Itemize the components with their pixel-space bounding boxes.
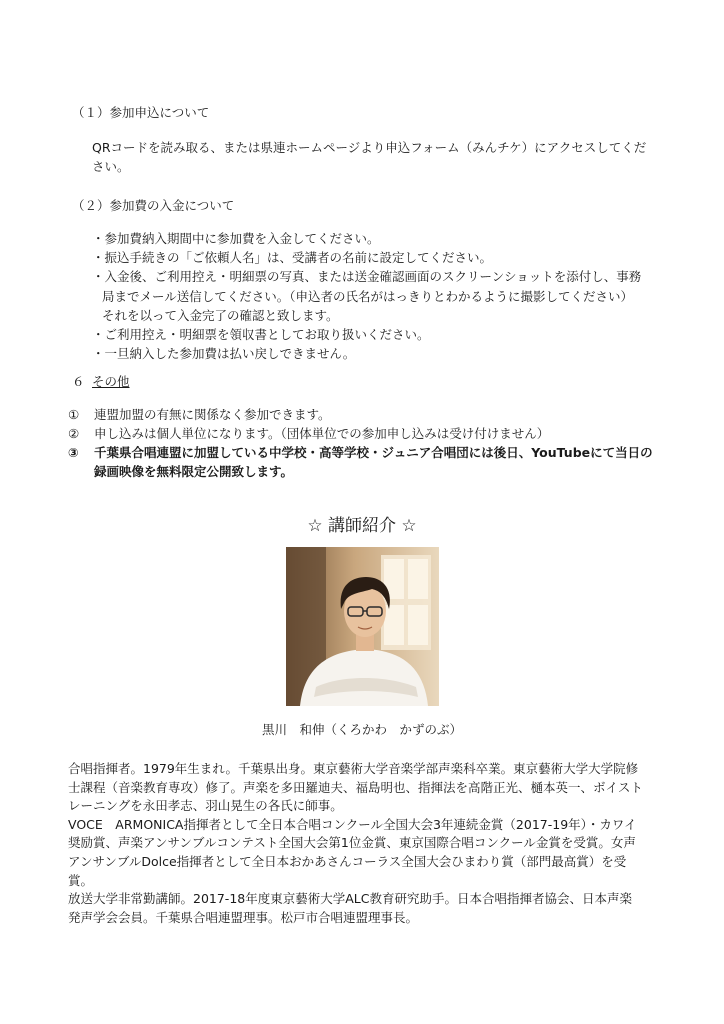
bio-line: VOCE ARMONICA指揮者として全日本合唱コンクール全国大会3年連続金賞（2017-19年）・カワイ	[68, 816, 637, 832]
item-text: 申し込みは個人単位になります。（団体単位での参加申し込みは受け付けません）	[94, 426, 550, 441]
list-item	[68, 443, 653, 462]
lecturer-section-title: ☆ 講師紹介 ☆	[307, 516, 417, 536]
list-item: ・一旦納入した参加費は払い戻しできません。	[92, 346, 356, 362]
section2-heading: （２）参加費の入金について	[72, 198, 235, 213]
list-item: ・ご利用控え・明細票を領収書としてお取り扱いください。	[92, 326, 430, 342]
bio-line: 奨励賞、声楽アンサンブルコンテスト全国大会第1位金賞、東京国際合唱コンクール金賞を受賞。女声	[68, 835, 636, 851]
lecturer-name: 黒川 和伸（くろかわ かずのぶ）	[261, 722, 462, 737]
bio-line: 士課程（音楽教育専攻）修了。声楽を多田羅迪夫、福島明也、指揮法を高階正光、樋本英一、ボイスト	[68, 779, 643, 795]
list-item: ・参加費納入期間中に参加費を入金してください。	[92, 231, 380, 246]
section-title: その他	[92, 374, 130, 389]
bio-line: アンサンブルDolce指揮者として全日本おかあさんコーラス全国大会ひまわり賞（部門最高賞）を受	[68, 853, 627, 869]
lecturer-photo	[286, 547, 439, 706]
section1-body	[92, 138, 646, 176]
item-text: 千葉県合唱連盟に加盟している中学校・高等学校・ジュニア合唱団には後日、YouTubeにて当日の	[94, 445, 653, 460]
bio-line: 放送大学非常勤講師。2017-18年度東京藝術大学ALC教育研究助手。日本合唱指揮者協会、日本声楽	[68, 891, 632, 907]
list-item: ・振込手続きの「ご依頼人名」は、受講者の名前に設定してください。	[92, 250, 493, 266]
bio-line: 賞。	[68, 872, 94, 888]
item-marker: ①	[68, 407, 80, 422]
bio-line: 発声学会会員。千葉県合唱連盟理事。松戸市合唱連盟理事長。	[68, 909, 419, 925]
item-text: 録画映像を無料限定公開致します。	[94, 464, 294, 479]
section1-body-line: さい。	[92, 159, 130, 174]
list-item: 局までメール送信してください。（申込者の氏名がはっきりとわかるように撮影してください）	[102, 288, 634, 304]
section1-heading: （１）参加申込について	[72, 105, 210, 120]
list-item	[68, 462, 653, 481]
bio-line: レーニングを永田孝志、羽山晃生の各氏に師事。	[68, 798, 343, 814]
section-number: ６	[72, 374, 85, 389]
section2-list	[92, 229, 641, 363]
list-item: ・入金後、ご利用控え・明細票の写真、または送金確認画面のスクリーンショットを添付し、事務	[92, 269, 642, 285]
item-marker: ③	[68, 445, 79, 460]
list-item	[68, 405, 653, 424]
item-marker: ②	[68, 426, 80, 441]
item-marker	[68, 462, 94, 481]
lecturer-bio	[68, 760, 643, 927]
item-text: 連盟加盟の有無に関係なく参加できます。	[94, 407, 331, 422]
section6-list	[68, 405, 653, 481]
section6-heading	[72, 372, 130, 390]
list-item	[68, 424, 653, 443]
section1-body-line: QRコードを読み取る、または県連ホームページより申込フォーム（みんチケ）にアクセスしてくだ	[92, 140, 647, 155]
list-item: それを以って入金完了の確認と致します。	[102, 307, 339, 323]
bio-line: 合唱指揮者。1979年生まれ。千葉県出身。東京藝術大学音楽学部声楽科卒業。東京藝術大学大学院修	[68, 761, 639, 776]
